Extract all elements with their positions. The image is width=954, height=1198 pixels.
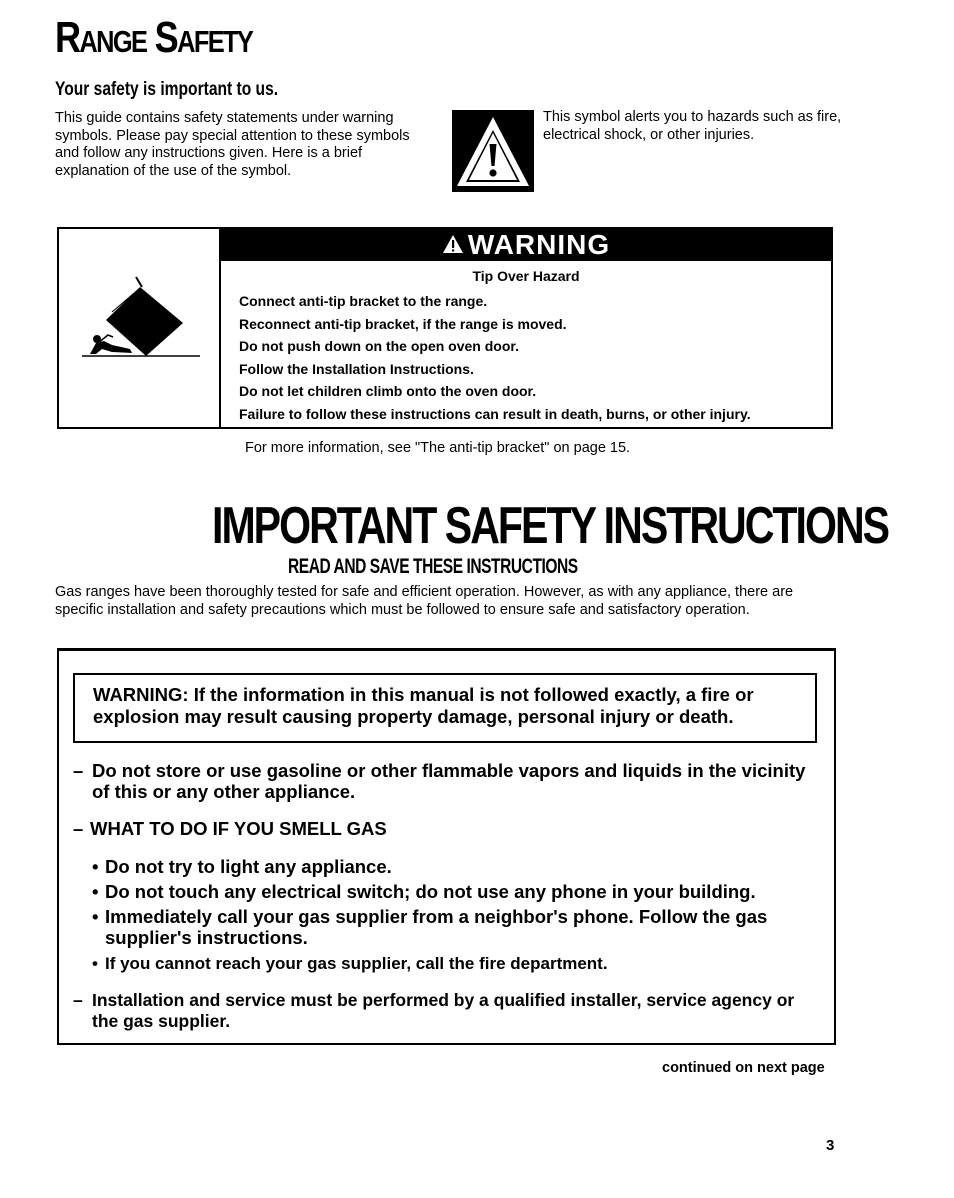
warning-triangle-icon xyxy=(452,110,534,192)
warning-banner xyxy=(221,229,831,261)
dash-item: – WHAT TO DO IF YOU SMELL GAS xyxy=(73,818,813,839)
bullet-item-text: Immediately call your gas supplier from a neighbor's phone. Follow the gas supplier's instructions. xyxy=(105,906,768,948)
warning-list xyxy=(239,290,824,426)
instructions-subtitle: READ AND SAVE THESE INSTRUCTIONS xyxy=(288,555,578,578)
dash-item: – Do not store or use gasoline or other flammable vapors and liquids in the vicinity of this or any other appliance. xyxy=(73,760,813,802)
dash-item: – Installation and service must be performed by a qualified installer, service agency or the gas supplier. xyxy=(73,990,813,1032)
warning-banner-label: WARNING xyxy=(467,229,611,260)
warning-line: Reconnect anti-tip bracket, if the range is moved. xyxy=(239,315,567,332)
warning-line: Follow the Installation Instructions. xyxy=(239,360,474,377)
bullet-item: • Immediately call your gas supplier from a neighbor's phone. Follow the gas supplier's instructions. xyxy=(92,906,792,948)
warning-line: Do not let children climb onto the oven door. xyxy=(239,383,537,400)
page-number: 3 xyxy=(826,1137,835,1154)
warning-line: Do not push down on the open oven door. xyxy=(239,338,519,355)
bullet-item: • If you cannot reach your gas supplier, call the fire department. xyxy=(92,953,792,974)
bullet-item-text: Do not touch any electrical switch; do not use any phone in your building. xyxy=(105,881,756,902)
instructions-intro: Gas ranges have been thoroughly tested for safe and efficient operation. However, as with any appliance, there are specific installation and safety precautions which must be followed to ensure safe and satisfactory operation. xyxy=(55,584,794,618)
instructions-title: IMPORTANT SAFETY INSTRUCTIONS xyxy=(212,497,889,555)
warning-line: Failure to follow these instructions can result in death, burns, or other injury. xyxy=(239,405,751,422)
continued-note: continued on next page xyxy=(662,1060,825,1076)
more-info-note: For more information, see "The anti-tip bracket" on page 15. xyxy=(245,440,631,456)
hazard-title: Tip Over Hazard xyxy=(472,268,580,284)
range-tip-over-icon xyxy=(82,275,202,365)
warning-small-icon xyxy=(442,229,464,261)
bullet-item-text: If you cannot reach your gas supplier, call the fire department. xyxy=(105,954,608,973)
gas-warning-statement: WARNING: If the information in this manual is not followed exactly, a fire or explosion may result causing property damage, personal injury or death. xyxy=(93,684,754,727)
page-title: Range Safety xyxy=(55,13,253,62)
page-subtitle: Your safety is important to us. xyxy=(55,79,279,100)
bullet-item: • Do not try to light any appliance. xyxy=(92,856,792,877)
dash-item-text: Installation and service must be performed by a qualified installer, service agency or the gas supplier. xyxy=(92,990,795,1031)
intro-paragraph: This guide contains safety statements under warning symbols. Please pay special attention to these symbols and follow any instructions given. Here is a brief explanation of the use of the symbol. xyxy=(55,110,410,179)
dash-item-text: WHAT TO DO IF YOU SMELL GAS xyxy=(90,818,387,839)
symbol-explanation: This symbol alerts you to hazards such as fire, electrical shock, or other injuries. xyxy=(543,109,842,143)
warning-line: Connect anti-tip bracket to the range. xyxy=(239,293,488,309)
dash-item-text: Do not store or use gasoline or other flammable vapors and liquids in the vicinity of this or any other appliance. xyxy=(92,760,806,802)
bullet-item-text: Do not try to light any appliance. xyxy=(105,856,392,877)
bullet-item: • Do not touch any electrical switch; do not use any phone in your building. xyxy=(92,881,792,902)
